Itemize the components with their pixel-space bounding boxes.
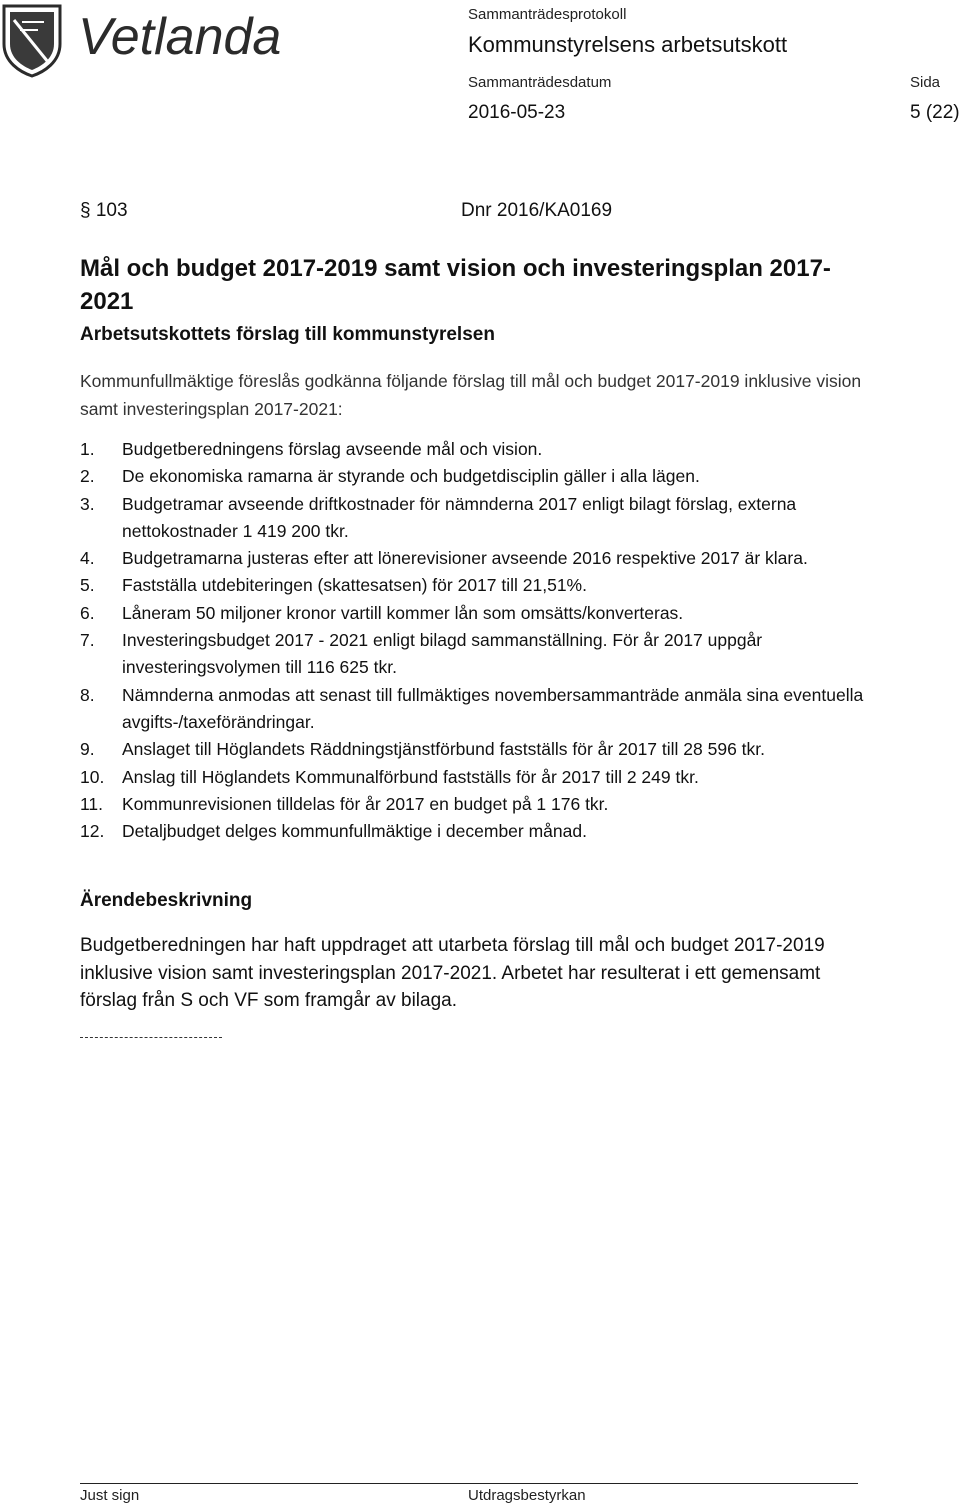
proposal-heading: Arbetsutskottets förslag till kommunstyrelsen [80,324,495,345]
list-item: 2. De ekonomiska ramarna är styrande och budgetdisciplin gäller i alla lägen. [80,466,700,487]
list-item: 8. Nämnderna anmodas att senast till fullmäktiges novembersammanträde anmäla sina eventuella avgifts-/taxeförändringar. [80,684,864,732]
protocol-label: Sammanträdesprotokoll [468,6,627,23]
section-heading: Ärendebeskrivning [80,890,253,911]
logo-wordmark: Vetlanda [78,8,282,66]
proposal-list [80,436,890,845]
date-label: Sammanträdesdatum [468,74,612,91]
committee-name: Kommunstyrelsens arbetsutskott [468,32,788,57]
list-item: 12. Detaljbudget delges kommunfullmäktige i december månad. [80,821,587,842]
page-number: 5 (22) [910,102,960,123]
list-item: 1. Budgetberedningens förslag avseende mål och vision. [80,439,543,459]
footer-rule [80,1483,858,1484]
coat-of-arms-icon [4,6,60,76]
list-item: 4. Budgetramarna justeras efter att lönerevisioner avseende 2016 respektive 2017 är klara. [80,548,808,569]
page-title: Mål och budget 2017-2019 samt vision och investeringsplan 2017-2021 [80,255,831,315]
extract-cert-label: Utdragsbestyrkan [468,1487,586,1504]
list-item: 10. Anslag till Höglandets Kommunalförbund fastställs för år 2017 till 2 249 tkr. [80,766,699,787]
list-item: 6. Låneram 50 miljoner kronor vartill kommer lån som omsätts/konverteras. [80,602,684,623]
meeting-date: 2016-05-23 [468,102,566,123]
list-item: 9. Anslaget till Höglandets Räddningstjänstförbund fastställs för år 2017 till 28 596 tkr. [80,739,766,760]
dashed-divider [80,1037,222,1038]
section-body: Budgetberedningen har haft uppdraget att utarbeta förslag till mål och budget 2017-2019 inklusive vision samt investeringsplan 2017-2021. Arbetet har resulterat i ett gemensamt förslag från S och VF som framgår av bilaga. [80,935,825,1011]
list-item: 5. Fastställa utdebiteringen (skattesatsen) för 2017 till 21,51%. [80,575,587,596]
case-number: Dnr 2016/KA0169 [461,200,613,221]
municipality-logo [0,0,300,80]
intro-text: Kommunfullmäktige föreslås godkänna följande förslag till mål och budget 2017-2019 inklusive vision samt investeringsplan 2017-2021: [80,371,862,419]
just-sign-label: Just sign [80,1487,140,1504]
list-item: 7. Investeringsbudget 2017 - 2021 enligt bilagd sammanställning. För år 2017 uppgår investeringsvolymen till 116 625 tkr. [80,630,763,678]
page-label: Sida [910,74,941,91]
paragraph-number: § 103 [80,200,128,221]
list-item: 3. Budgetramar avseende driftkostnader för nämnderna 2017 enligt bilagt förslag, externa nettokostnader 1 419 200 tkr. [80,493,797,541]
list-item: 11. Kommunrevisionen tilldelas för år 2017 en budget på 1 176 tkr. [80,793,609,814]
